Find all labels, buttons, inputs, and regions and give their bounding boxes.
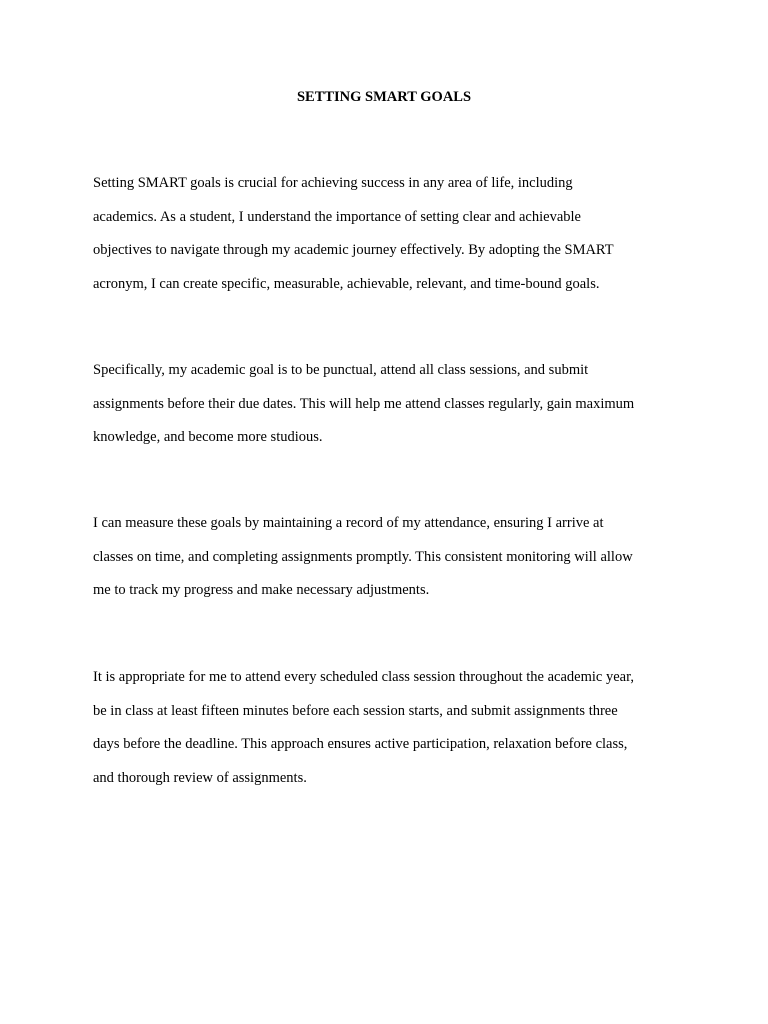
paragraph-line: It is appropriate for me to attend every scheduled class session throughout the academic year, — [93, 669, 634, 685]
paragraph-line: academics. As a student, I understand the importance of setting clear and achievable — [93, 208, 581, 225]
paragraph-intro — [93, 174, 683, 293]
paragraph-line: me to track my progress and make necessary adjustments. — [93, 582, 430, 598]
paragraph-line: be in class at least fifteen minutes before each session starts, and submit assignments three — [93, 702, 618, 719]
paragraph-line: and thorough review of assignments. — [93, 769, 307, 786]
paragraph-appropriate — [93, 668, 683, 787]
paragraph-line: classes on time, and completing assignments promptly. This consistent monitoring will allow — [93, 548, 633, 565]
paragraph-line: assignments before their due dates. This will help me attend classes regularly, gain maximum — [93, 395, 635, 412]
paragraph-specific — [93, 361, 683, 446]
paragraph-measurable — [93, 514, 683, 599]
paragraph-line: acronym, I can create specific, measurable, achievable, relevant, and time-bound goals. — [93, 275, 600, 292]
paragraph-line: I can measure these goals by maintaining a record of my attendance, ensuring I arrive at — [93, 515, 604, 531]
paragraph-line: Setting SMART goals is crucial for achieving success in any area of life, including — [93, 175, 573, 191]
paragraph-line: Specifically, my academic goal is to be punctual, attend all class sessions, and submit — [93, 362, 589, 378]
paragraph-line: objectives to navigate through my academic journey effectively. By adopting the SMART — [93, 242, 614, 258]
document-title: SETTING SMART GOALS — [296, 89, 472, 105]
paragraph-line: knowledge, and become more studious. — [93, 429, 323, 445]
paragraph-line: days before the deadline. This approach ensures active participation, relaxation before class, — [93, 736, 628, 752]
